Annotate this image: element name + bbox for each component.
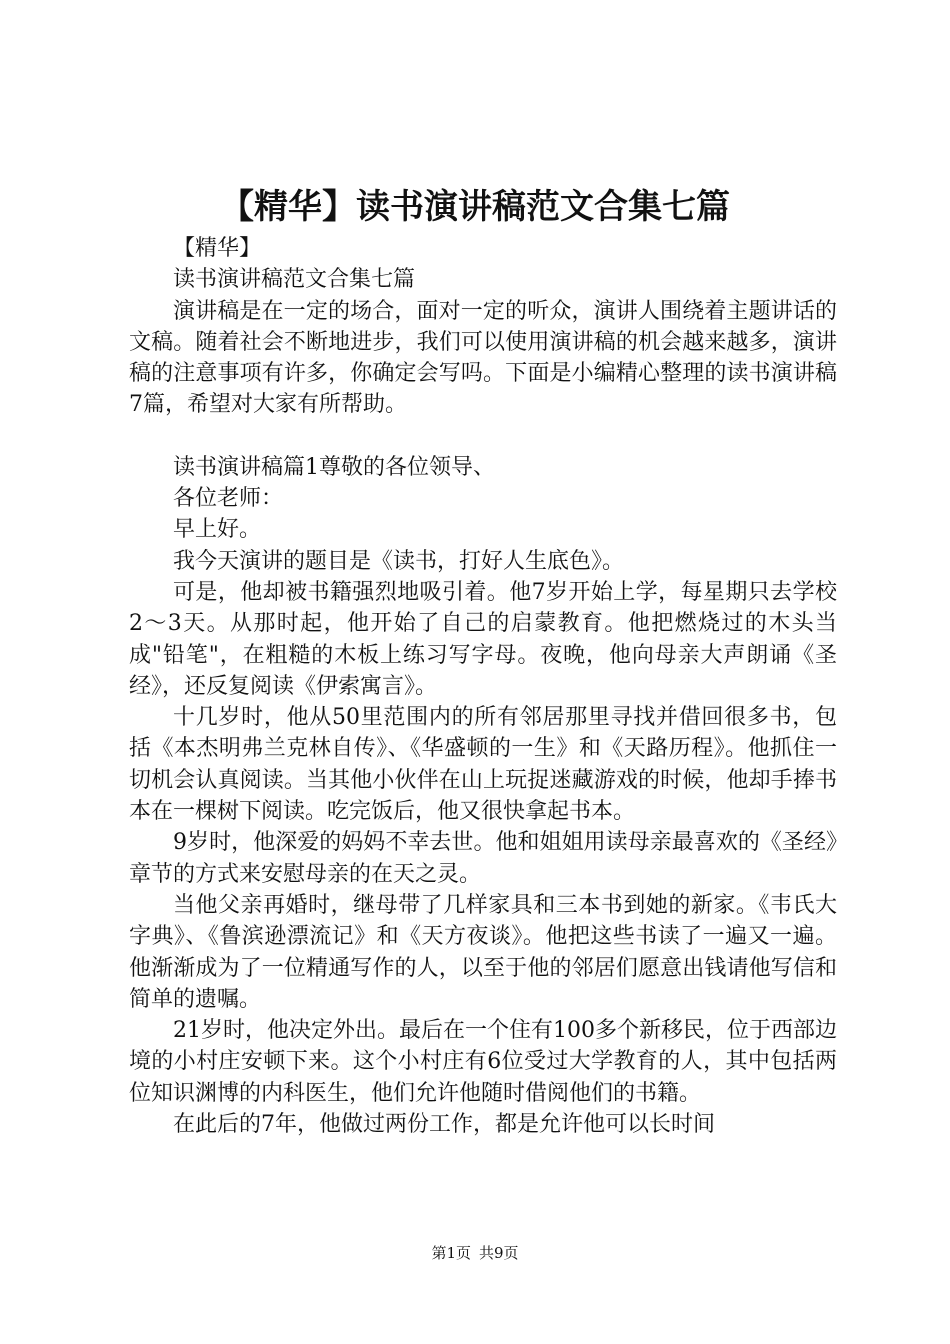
paragraph-body: 当他父亲再婚时，继母带了几样家具和三本书到她的新家。《韦氏大字典》、《鲁滨逊漂流记》和《天方夜谈》。他把这些书读了一遍又一遍。他渐渐成为了一位精通写作的人，以至于他的邻居们愿意出钱请他写信和简单的遗嘱。 bbox=[129, 892, 837, 1012]
paragraph-greeting: 各位老师： bbox=[173, 486, 284, 512]
paragraph-body: 可是，他却被书籍强烈地吸引着。他7岁开始上学，每星期只去学校2～3天。从那时起，他开始了自己的启蒙教育。他把燃烧过的木头当成"铅笔"，在粗糙的木板上练习写字母。夜晚，他向母亲大声朗诵《圣经》，还反复阅读《伊索寓言》。 bbox=[129, 579, 837, 699]
paragraph-speech-heading: 读书演讲稿篇1尊敬的各位领导、 bbox=[173, 454, 495, 480]
paragraph-tag: 【精华】 bbox=[173, 236, 262, 261]
paragraph-intro: 演讲稿是在一定的场合，面对一定的听众，演讲人围绕着主题讲话的文稿。随着社会不断地进步，我们可以使用演讲稿的机会越来越多，演讲稿的注意事项有许多，你确定会写吗。下面是小编精心整理的读书演讲稿7篇，希望对大家有所帮助。 bbox=[129, 298, 837, 418]
paragraph-subtitle: 读书演讲稿范文合集七篇 bbox=[173, 267, 416, 293]
paragraph-topic: 我今天演讲的题目是《读书，打好人生底色》。 bbox=[173, 548, 625, 574]
paragraph-morning: 早上好。 bbox=[173, 517, 262, 543]
paragraph-body: 十几岁时，他从50里范围内的所有邻居那里寻找并借回很多书，包括《本杰明弗兰克林自传》、《华盛顿的一生》和《天路历程》。他抓住一切机会认真阅读。当其他小伙伴在山上玩捉迷藏游戏的时候，他却手捧书本在一棵树下阅读。吃完饭后，他又很快拿起书本。 bbox=[129, 705, 837, 825]
paragraph-gap bbox=[129, 421, 837, 452]
page-footer bbox=[0, 1242, 950, 1264]
paragraph-body: 9岁时，他深爱的妈妈不幸去世。他和姐姐用读母亲最喜欢的《圣经》章节的方式来安慰母亲的在天之灵。 bbox=[129, 830, 837, 887]
document-title: 【精华】读书演讲稿范文合集七篇 bbox=[220, 187, 730, 227]
paragraph-body: 21岁时，他决定外出。最后在一个住有100多个新移民，位于西部边境的小村庄安顿下来。这个小村庄有6位受过大学教育的人，其中包括两位知识渊博的内科医生，他们允许他随时借阅他们的书籍。 bbox=[129, 1018, 837, 1106]
paragraph-body: 在此后的7年，他做过两份工作，都是允许他可以长时间 bbox=[173, 1112, 715, 1138]
page-number: 第1页 bbox=[431, 1244, 471, 1262]
total-pages: 共9页 bbox=[479, 1244, 519, 1262]
document-body bbox=[129, 233, 837, 1140]
